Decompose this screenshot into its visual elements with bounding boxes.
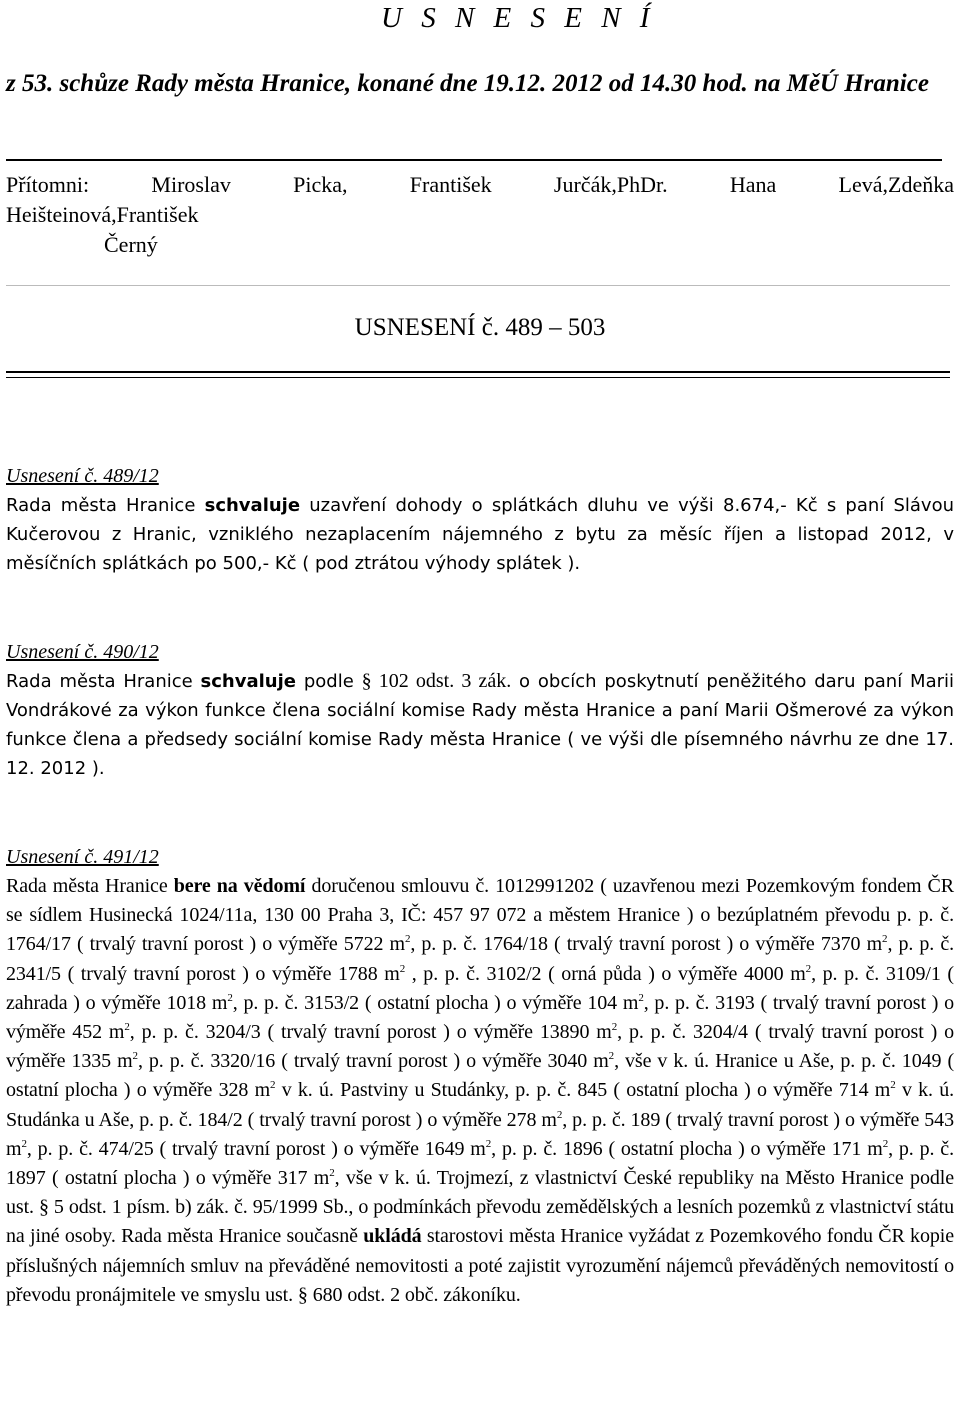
attendee-word: František <box>409 172 492 197</box>
resolution-body: 5 odst. 1 písm. b) zák. č. 95/1999 Sb., o podmínkách převodu zemědělských a lesních pozemků z vlastnictví státu na jiné osoby. Rada města Hranice současně <box>6 1196 954 1248</box>
superscript: 2 <box>611 1021 618 1034</box>
superscript: 2 <box>329 1167 335 1180</box>
resolution-verb: ukládá <box>363 1225 422 1248</box>
superscript: 2 <box>404 933 411 946</box>
resolution-body: , p. p. č. 1897 ( ostatní plocha ) o výměře 317 m <box>6 1137 954 1190</box>
resolution-489 <box>6 462 954 578</box>
superscript: 2 <box>21 1137 27 1150</box>
resolution-body: 680 odst. 2 obč. zákoníku. <box>307 1283 521 1306</box>
resolution-lead: Rada města Hranice <box>6 495 205 516</box>
superscript: 2 <box>805 962 812 975</box>
resolution-text <box>6 872 954 1310</box>
resolution-lead: Rada města Hranice <box>6 671 201 692</box>
resolution-body: , p. p. č. 3109/1 ( zahrada ) o výměře 1018 m <box>6 962 954 1014</box>
attendee-word: Hana <box>729 172 777 197</box>
resolution-body: , p. p. č. 3320/16 ( trvalý travní porost ) o výměře 3040 m <box>137 1050 609 1073</box>
resolution-body: , p. p. č. 474/25 ( trvalý travní porost ) o výměře 1649 m <box>26 1137 486 1160</box>
resolution-490 <box>6 638 954 783</box>
attendee-word: Picka, <box>293 172 348 197</box>
resolution-body: , p. p. č. 3102/2 ( orná půda ) o výměře 4000 m <box>405 962 806 985</box>
superscript: 2 <box>124 1021 130 1034</box>
attendees-block <box>6 170 954 260</box>
resolution-verb: schvaluje <box>200 671 296 692</box>
resolution-body: , p. p. č. 2341/5 ( trvalý travní porost ) o výměře 1788 m <box>6 933 954 985</box>
resolution-body: , p. p. č. 3193 ( trvalý travní porost ) o výměře 452 m <box>6 991 954 1044</box>
superscript: 2 <box>270 1079 276 1092</box>
superscript: 2 <box>882 933 888 946</box>
attendee-word: Levá,Zdeňka <box>838 172 954 197</box>
superscript: 2 <box>132 1050 138 1063</box>
resolution-label: Usnesení č. 489/12 <box>6 465 159 487</box>
superscript: 2 <box>556 1108 563 1121</box>
resolution-lead: Rada města Hranice <box>6 875 174 897</box>
attendees-line-3: Černý <box>104 232 158 257</box>
resolution-verb: schvaluje <box>204 495 301 516</box>
attendees-divider <box>6 285 950 286</box>
attendee-word: Miroslav <box>151 172 231 197</box>
header-divider <box>6 159 942 161</box>
resolution-label: Usnesení č. 490/12 <box>6 641 159 663</box>
superscript: 2 <box>485 1137 492 1150</box>
superscript: 2 <box>882 1137 889 1150</box>
superscript: 2 <box>890 1079 896 1092</box>
resolution-body: , vše v k. ú. Trojmezí, z vlastnictví České republiky na Město Hranice podle ust. <box>6 1167 954 1219</box>
paragraph-sign: § <box>38 1196 49 1219</box>
double-rule-top <box>6 371 950 373</box>
resolution-body: v k. ú. Pastviny u Studánky, p. p. č. 845 ( ostatní plocha ) o výměře 714 m <box>275 1079 891 1102</box>
resolution-body: , p. p. č. 1896 ( ostatní plocha ) o výměře 171 m <box>491 1137 883 1160</box>
attendees-label: Přítomni: <box>6 172 90 197</box>
resolution-body: doručenou smlouvu č. 1012991202 ( uzavřenou mezi Pozemkovým fondem ČR se sídlem Husinecká 1024/11a, 130 00 Praha 3, IČ: 457 97 072 a městem Hranice ) o bezúplatném převodu p. p. č. 1764/17 ( trvalý travní porost ) o výměře 5722 m <box>6 875 954 956</box>
double-rule-bottom <box>6 377 950 378</box>
resolution-body: podle <box>296 671 362 692</box>
resolution-body: uzavření dohody o splátkách dluhu ve výši 8.674,- Kč s paní Slávou Kučerovou z Hranic, vzniklého nezaplacením nájemného z bytu za měsíc říjen a listopad 2012, v měsíčních splátkách po 500,- Kč ( pod ztrátou výhody splátek ). <box>6 495 954 574</box>
meeting-heading: z 53. schůze Rady města Hranice, konané dne 19.12. 2012 od 14.30 hod. na MěÚ Hranice <box>6 70 929 97</box>
attendee-word: Jurčák,PhDr. <box>553 172 668 197</box>
resolution-body: , p. p. č. 3204/3 ( trvalý travní porost ) o výměře 13890 m <box>129 1021 612 1044</box>
superscript: 2 <box>608 1050 615 1063</box>
resolution-body: o obcích poskytnutí peněžitého daru paní Marii Vondrákové za výkon funkce člena sociální komise Rady města Hranice a paní Marii Ošmerové za výkon funkce člena a předsedy sociální komise Rady města Hranice ( ve výši dle písemného návrhu ze dne 17. 12. 2012 ). <box>6 671 955 779</box>
resolution-label: Usnesení č. 491/12 <box>6 846 159 868</box>
superscript: 2 <box>399 962 406 975</box>
resolution-body: , p. p. č. 3204/4 ( trvalý travní porost ) o výměře 1335 m <box>6 1021 955 1073</box>
resolution-body: starostovi města Hranice vyžádat z Pozemkového fondu ČR kopie příslušných nájemních smluv na převáděné nemovitosti a poté zajistit vyrozumění nájemců převáděných nemovitostí o převodu pronájmitele ve smyslu ust. <box>6 1225 954 1306</box>
resolution-body: , p. p. č. 3153/2 ( ostatní plocha ) o výměře 104 m <box>232 991 639 1014</box>
resolution-text <box>6 491 954 578</box>
attendees-line-2: Heišteinová,František <box>6 202 199 227</box>
attendees-row <box>6 170 954 200</box>
resolution-body: , vše v k. ú. Hranice u Aše, p. p. č. 1049 ( ostatní plocha ) o výměře 328 m <box>6 1050 955 1102</box>
resolution-body: , p. p. č. 1764/18 ( trvalý travní porost ) o výměře 7370 m <box>410 933 883 956</box>
resolution-verb: bere na vědomí <box>173 875 306 897</box>
resolution-body: , p. p. č. 189 ( trvalý travní porost ) o výměře 543 m <box>6 1108 954 1160</box>
resolution-text <box>6 667 954 783</box>
resolution-body: v k. ú. Studánka u Aše, p. p. č. 184/2 ( trvalý travní porost ) o výměře 278 m <box>6 1079 955 1131</box>
resolution-range-heading: USNESENÍ č. 489 – 503 <box>354 314 606 341</box>
superscript: 2 <box>227 991 233 1004</box>
paragraph-sign: § <box>297 1283 308 1306</box>
resolution-491 <box>6 843 954 1310</box>
document-title: U S N E S E N Í <box>381 2 656 34</box>
paragraph-sign: § <box>361 670 372 692</box>
superscript: 2 <box>638 991 644 1004</box>
resolution-body: 102 odst. 3 zák. <box>371 670 512 692</box>
